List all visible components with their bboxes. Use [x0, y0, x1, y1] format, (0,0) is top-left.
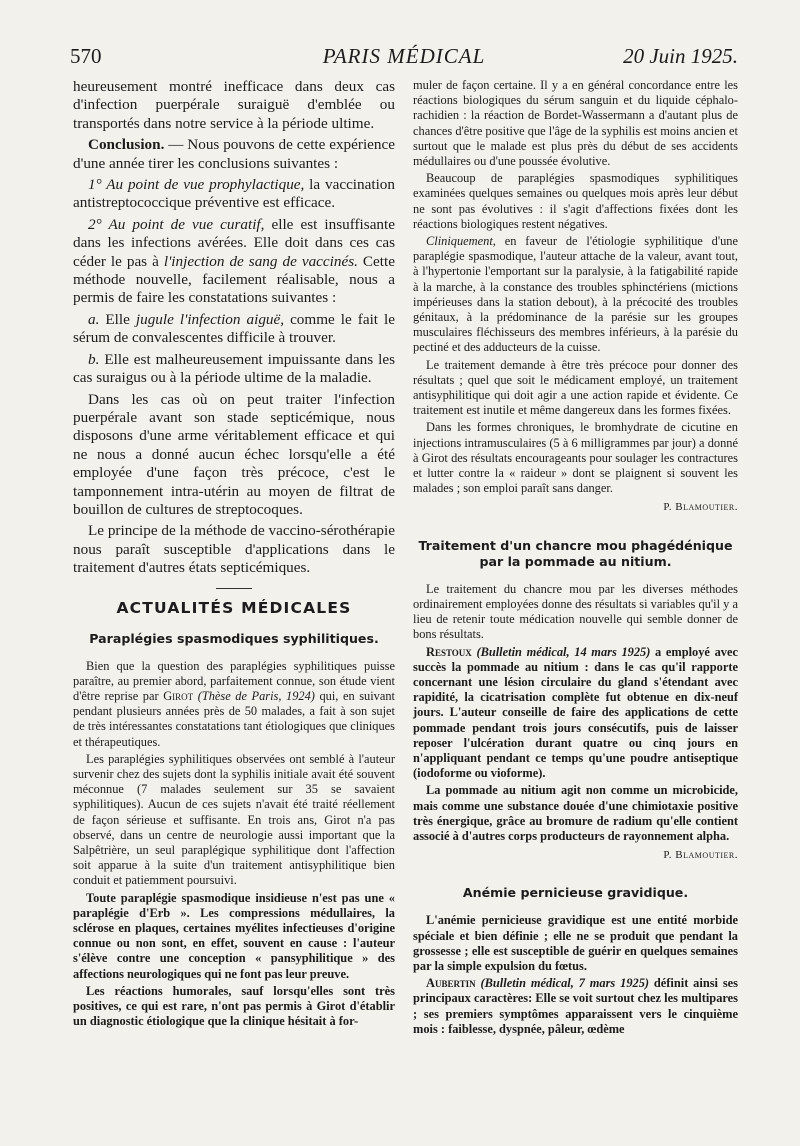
journal-title: PARIS MÉDICAL	[322, 44, 486, 68]
numbered-label: 1° Au point de vue prophylactique,	[88, 176, 305, 194]
citation: (Bulletin médical, 7 mars 1925)	[475, 976, 650, 991]
divider	[216, 588, 252, 589]
list-letter: a.	[88, 310, 100, 328]
article-title: Paraplégies spasmodiques syphilitiques.	[89, 630, 379, 646]
paragraph	[73, 659, 395, 750]
paragraph-text: — Nous pouvons de cette expérience d'une année tirer les conclusions suivantes :	[73, 136, 395, 172]
paragraph-text: Elle est malheureusement impuissante dans les cas suraigus ou à la période ultime de la maladie.	[73, 350, 395, 387]
article-title: Traitement d'un chancre mou phagédénique par la pommade au nitium.	[418, 537, 733, 569]
citation: (Thèse de Paris, 1924)	[193, 688, 315, 703]
paragraph	[73, 176, 395, 213]
paragraph: Le traitement demande à être très précoce pour donner des résultats ; quel que soit le médicament employé, un traitement antisyphilitique qui doit agir a une action rapide et évidente. Ce traitement est inutile et même dangereux dans les formes fixées.	[413, 357, 738, 418]
paragraph	[413, 234, 738, 356]
paragraph-text: Elle	[99, 310, 136, 328]
paragraph-text: Cette méthode nouvelle, facilement réalisable, nous a permis de faire les constatations suivantes :	[73, 252, 395, 307]
emphasis-text: Cliniquement,	[426, 234, 496, 249]
conclusion-paragraph	[73, 136, 395, 173]
emphasis-text: jugule l'infection aiguë,	[135, 310, 285, 328]
conclusion-label: Conclusion.	[88, 136, 165, 154]
paragraph: Dans les cas où on peut traiter l'infection puerpérale avant son stade septicémique, nous disposons d'une arme véritablement efficace et qui ne nous a donné aucun échec lorsqu'elle a été employée d'une façon très précoce, c'est le tamponnement intra-utérin au moyen de filtrat de bouillon de cultures de streptocoques.	[73, 390, 395, 518]
paragraph	[73, 351, 395, 388]
paragraph	[413, 976, 738, 1037]
left-column	[73, 78, 395, 1031]
paragraph-text: a employé avec succès la pommade au nitium : dans le cas qu'il rapporte concernant une lésion circulaire du gland s'étendant avec rapidité, la cicatrisation complète fut obtenue en dix-neuf jours. L'auteur conseille de faire des applications de cette pommade pendant trois jours consécutifs, puis de laisser reposer l'ulcération durant quatre ou cinq jours en n'appliquant pendant ce temps qu'une poudre antiseptique (iodoforme ou vioforme).	[413, 644, 738, 781]
author-name: Aubertin	[426, 976, 476, 991]
right-column	[413, 78, 738, 1039]
paragraph-text: définit ainsi ses principaux caractères: Elle se voit surtout chez les multipares ; ses premiers symptômes apparaissent vers le cinquième mois : faiblesse, dyspnée, pâleur, œdème	[413, 976, 738, 1036]
author-name: Girot	[163, 688, 194, 703]
paragraph-text: comme le fait le sérum de convalescentes difficile à trouver.	[73, 310, 395, 347]
issue-date: 20 Juin 1925.	[623, 44, 738, 68]
paragraph: Le traitement du chancre mou par les diverses méthodes ordinairement employées donne des résultats si variables qu'il y a lieu de retenir toute médication nouvelle qui semble donner de bons résultats.	[413, 581, 738, 642]
section-title: ACTUALITÉS MÉDICALES	[116, 598, 352, 617]
paragraph: Toute paraplégie spasmodique insidieuse n'est pas une « paraplégie d'Erb ». Les compressions médullaires, la sclérose en plaques, certaines myélites infectieuses d'origine connue ou non sont, en effet, souvent en cause : l'auteur s'élève contre une conception « pansyphilitique » des affections neurologiques qui ne font pas leur preuve.	[73, 890, 395, 981]
signature: P. Blamoutier.	[663, 849, 738, 862]
paragraph-text: la vaccination antistreptococcique préventive est efficace.	[73, 176, 395, 212]
paragraph-text: elle est insuffisante dans les infections avérées. Elle doit dans ces cas céder le pas à	[73, 215, 395, 270]
author-name: Restoux	[426, 644, 472, 659]
paragraph: Les réactions humorales, sauf lorsqu'elles sont très positives, ce qui est rare, n'ont pas permis à Girot d'établir un diagnostic étiologique que la clinique hésitait à for-	[73, 983, 395, 1029]
numbered-label: 2° Au point de vue curatif,	[88, 215, 265, 233]
paragraph: muler de façon certaine. Il y a en général concordance entre les réactions biologiques du sérum sanguin et du liquide céphalo-rachidien : la réaction de Bordet-Wassermann a d'autant plus de chances d'être positive que l'âge de la syphilis est moins ancien et surtout que le malade est plus près du début de ses accidents médullaires ou d'une poussée évolutive.	[413, 78, 738, 169]
page-number: 570	[70, 44, 102, 68]
article-body	[73, 659, 395, 1030]
paragraph-text: Bien que la question des paraplégies syphilitiques puisse paraître, au premier abord, parfaitement connue, son étude vient d'être reprise par	[73, 658, 395, 703]
paragraph: Le principe de la méthode de vaccino-sérothérapie nous paraît susceptible d'applications dans le traitement d'autres états septicémiques.	[73, 522, 395, 577]
paragraph-text: en faveur de l'étiologie syphilitique d'une paraplégie spasmodique, l'auteur attache de la valeur, avant tout, à l'hypertonie l'emportant sur la paralysie, à la fatigabilité rapide à la marche, à la constance des troubles sphinctériens (mictions impérieuses dans la station debout), à la précocité des troubles génitaux, à la prédominance de la parésie sur les groupes musculaires fléchisseurs des membres inférieurs, à la parésie du pectiné et des adducteurs de la cuisse.	[413, 234, 738, 355]
paragraph-text: qui, en suivant pendant plusieurs années près de 50 malades, a fait à son sujet de très intéressantes constatations tant étiologiques que cliniques et thérapeutiques.	[73, 688, 395, 749]
page-header	[70, 44, 738, 74]
paragraph: heureusement montré inefficace dans deux cas d'infection puerpérale suraiguë d'emblée ou transportés dans notre service à la période ultime.	[73, 78, 395, 132]
article-title: Anémie pernicieuse gravidique.	[462, 885, 689, 901]
paragraph: Dans les formes chroniques, le bromhydrate de cicutine en injections intramusculaires (5 à 6 milligrammes par jour) a donné à Girot des résultats encourageants pour soulager les contractures et lutter contre la « raideur » dont se plaignent si souvent les malades ; son emploi paraît sans danger.	[413, 420, 738, 496]
citation: (Bulletin médical, 14 mars 1925)	[471, 644, 651, 659]
list-letter: b.	[88, 350, 100, 368]
paragraph: L'anémie pernicieuse gravidique est une entité morbide spéciale et bien définie ; elle ne se produit que pendant la grossesse ; elle est susceptible de guérir en quelques semaines par la simple expulsion du fœtus.	[413, 913, 738, 973]
paragraph	[413, 645, 738, 782]
signature: P. Blamoutier.	[663, 501, 738, 514]
paragraph: Beaucoup de paraplégies spasmodiques syphilitiques examinées quelques semaines ou quelques mois après leur début ne sont pas évolutives : il s'agit d'affections fixées dont les réactions biologiques restent négatives.	[413, 171, 738, 231]
emphasis-text: l'injection de sang de vaccinés.	[163, 252, 358, 270]
paragraph: La pommade au nitium agit non comme un microbicide, mais comme une substance douée d'une chimiotaxie positive très énergique, grâce au bromure de radium qu'elle contient associé à d'autres corps producteurs de rayonnement alpha.	[413, 783, 738, 843]
paragraph	[73, 216, 395, 308]
paragraph	[73, 311, 395, 348]
paragraph: Les paraplégies syphilitiques observées ont semblé à l'auteur survenir chez des sujets dont la syphilis initiale avait été souvent méconnue (7 malades seulement sur 35 se savaient syphilitiques). Aucun de ces sujets n'avait été traité réellement de façon sérieuse et suffisante. En trois ans, Girot n'a pas observé, dans un centre de neurologie aussi important que la Salpêtrière, un seul paraplégique syphilitique dont l'affection soit apparue à la suite d'un traitement antisyphilitique bien conduit et patiemment poursuivi.	[73, 751, 395, 888]
conclusion-block	[73, 78, 395, 578]
